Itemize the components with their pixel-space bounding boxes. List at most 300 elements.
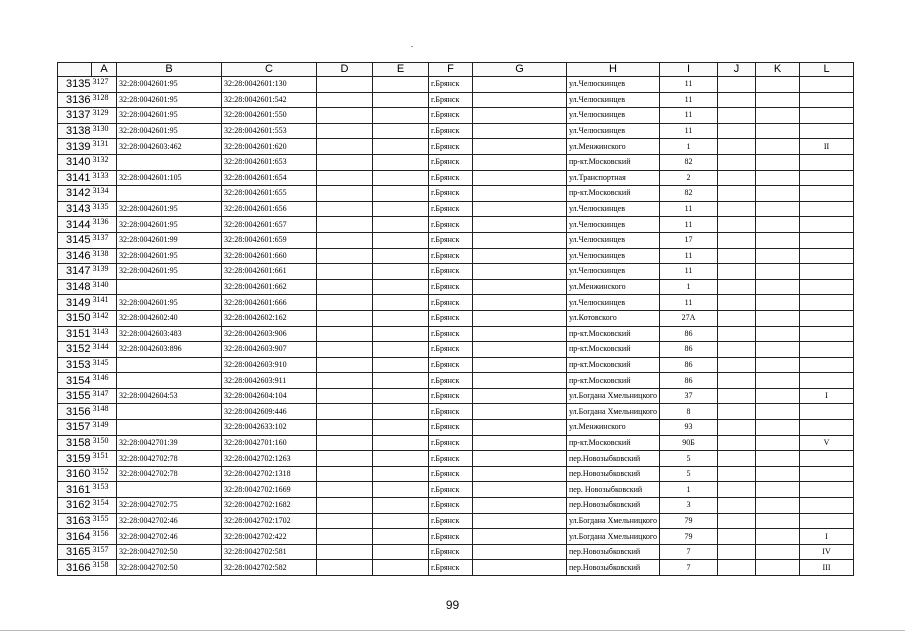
cell-f-city[interactable]: г.Брянск (429, 544, 473, 560)
cell-j[interactable] (718, 435, 756, 451)
row-number[interactable]: 3148 (58, 279, 92, 295)
cell-d[interactable] (317, 560, 373, 576)
column-header-c[interactable]: C (222, 63, 317, 77)
cell-f-city[interactable]: г.Брянск (429, 513, 473, 529)
cell-d[interactable] (317, 264, 373, 280)
row-number[interactable]: 3156 (58, 404, 92, 420)
row-number[interactable]: 3149 (58, 295, 92, 311)
cell-l-unit[interactable] (800, 404, 854, 420)
cell-g[interactable] (473, 92, 567, 108)
cell-e[interactable] (373, 466, 429, 482)
cell-d[interactable] (317, 170, 373, 186)
cell-i-house[interactable]: 11 (660, 108, 718, 124)
cell-f-city[interactable]: г.Брянск (429, 388, 473, 404)
cell-k[interactable] (756, 482, 800, 498)
cell-k[interactable] (756, 232, 800, 248)
cell-e[interactable] (373, 232, 429, 248)
cell-j[interactable] (718, 342, 756, 358)
cell-c-cadastral-number[interactable]: 32:28:0042601:620 (222, 139, 317, 155)
cell-j[interactable] (718, 482, 756, 498)
cell-g[interactable] (473, 513, 567, 529)
row-number[interactable]: 3162 (58, 498, 92, 514)
cell-l-unit[interactable] (800, 108, 854, 124)
cell-l-unit[interactable] (800, 248, 854, 264)
column-header-e[interactable]: E (373, 63, 429, 77)
cell-g[interactable] (473, 451, 567, 467)
cell-d[interactable] (317, 77, 373, 93)
cell-j[interactable] (718, 373, 756, 389)
cell-i-house[interactable]: 11 (660, 217, 718, 233)
cell-j[interactable] (718, 123, 756, 139)
cell-d[interactable] (317, 217, 373, 233)
cell-l-unit[interactable] (800, 217, 854, 233)
cell-h-street[interactable]: ул.Челюскинцев (567, 295, 660, 311)
cell-l-unit[interactable]: IV (800, 544, 854, 560)
cell-f-city[interactable]: г.Брянск (429, 77, 473, 93)
cell-k[interactable] (756, 201, 800, 217)
cell-h-street[interactable]: пр-кт.Московский (567, 154, 660, 170)
cell-d[interactable] (317, 482, 373, 498)
cell-k[interactable] (756, 544, 800, 560)
cell-j[interactable] (718, 139, 756, 155)
cell-e[interactable] (373, 435, 429, 451)
cell-k[interactable] (756, 529, 800, 545)
cell-c-cadastral-number[interactable]: 32:28:0042702:1318 (222, 466, 317, 482)
cell-e[interactable] (373, 92, 429, 108)
row-number[interactable]: 3150 (58, 310, 92, 326)
cell-i-house[interactable]: 7 (660, 560, 718, 576)
cell-e[interactable] (373, 108, 429, 124)
cell-g[interactable] (473, 139, 567, 155)
cell-e[interactable] (373, 154, 429, 170)
cell-f-city[interactable]: г.Брянск (429, 154, 473, 170)
cell-k[interactable] (756, 248, 800, 264)
column-header-j[interactable]: J (718, 63, 756, 77)
cell-l-unit[interactable]: I (800, 529, 854, 545)
cell-l-unit[interactable] (800, 310, 854, 326)
sequence-cell[interactable]: 3134 (92, 186, 117, 202)
sequence-cell[interactable]: 3151 (92, 451, 117, 467)
cell-i-house[interactable]: 11 (660, 264, 718, 280)
cell-j[interactable] (718, 420, 756, 436)
cell-j[interactable] (718, 529, 756, 545)
cell-l-unit[interactable] (800, 295, 854, 311)
sequence-cell[interactable]: 3147 (92, 388, 117, 404)
cell-f-city[interactable]: г.Брянск (429, 232, 473, 248)
cell-b-parent-cadastral[interactable]: 32:28:0042601:105 (117, 170, 222, 186)
cell-f-city[interactable]: г.Брянск (429, 326, 473, 342)
cell-h-street[interactable]: ул.Челюскинцев (567, 264, 660, 280)
cell-g[interactable] (473, 170, 567, 186)
cell-c-cadastral-number[interactable]: 32:28:0042633:102 (222, 420, 317, 436)
cell-g[interactable] (473, 560, 567, 576)
cell-e[interactable] (373, 482, 429, 498)
cell-b-parent-cadastral[interactable]: 32:28:0042702:78 (117, 451, 222, 467)
cell-i-house[interactable]: 86 (660, 373, 718, 389)
row-number[interactable]: 3139 (58, 139, 92, 155)
cell-j[interactable] (718, 513, 756, 529)
cell-h-street[interactable]: пр-кт.Московский (567, 435, 660, 451)
cell-b-parent-cadastral[interactable]: 32:28:0042603:483 (117, 326, 222, 342)
cell-g[interactable] (473, 123, 567, 139)
cell-d[interactable] (317, 248, 373, 264)
cell-k[interactable] (756, 92, 800, 108)
sequence-cell[interactable]: 3146 (92, 373, 117, 389)
cell-l-unit[interactable] (800, 154, 854, 170)
cell-d[interactable] (317, 357, 373, 373)
cell-h-street[interactable]: ул.Челюскинцев (567, 232, 660, 248)
row-number[interactable]: 3137 (58, 108, 92, 124)
cell-f-city[interactable]: г.Брянск (429, 217, 473, 233)
cell-h-street[interactable]: ул.Менжинского (567, 279, 660, 295)
cell-f-city[interactable]: г.Брянск (429, 451, 473, 467)
cell-c-cadastral-number[interactable]: 32:28:0042702:581 (222, 544, 317, 560)
cell-b-parent-cadastral[interactable] (117, 186, 222, 202)
cell-c-cadastral-number[interactable]: 32:28:0042601:659 (222, 232, 317, 248)
cell-h-street[interactable]: ул.Котовского (567, 310, 660, 326)
cell-k[interactable] (756, 373, 800, 389)
cell-i-house[interactable]: 8 (660, 404, 718, 420)
row-number[interactable]: 3140 (58, 154, 92, 170)
cell-e[interactable] (373, 326, 429, 342)
cell-e[interactable] (373, 139, 429, 155)
cell-e[interactable] (373, 248, 429, 264)
cell-j[interactable] (718, 264, 756, 280)
cell-j[interactable] (718, 92, 756, 108)
sequence-cell[interactable]: 3152 (92, 466, 117, 482)
sequence-cell[interactable]: 3127 (92, 77, 117, 93)
sequence-cell[interactable]: 3158 (92, 560, 117, 576)
cell-i-house[interactable]: 79 (660, 513, 718, 529)
cell-c-cadastral-number[interactable]: 32:28:0042601:661 (222, 264, 317, 280)
cell-i-house[interactable]: 11 (660, 295, 718, 311)
cell-j[interactable] (718, 544, 756, 560)
cell-i-house[interactable]: 5 (660, 466, 718, 482)
sequence-cell[interactable]: 3128 (92, 92, 117, 108)
cell-k[interactable] (756, 513, 800, 529)
cell-l-unit[interactable] (800, 513, 854, 529)
cell-g[interactable] (473, 529, 567, 545)
sequence-cell[interactable]: 3136 (92, 217, 117, 233)
cell-b-parent-cadastral[interactable] (117, 154, 222, 170)
cell-f-city[interactable]: г.Брянск (429, 435, 473, 451)
cell-j[interactable] (718, 560, 756, 576)
row-number[interactable]: 3141 (58, 170, 92, 186)
cell-h-street[interactable]: пер.Новозыбковский (567, 466, 660, 482)
cell-l-unit[interactable] (800, 123, 854, 139)
cell-l-unit[interactable] (800, 77, 854, 93)
cell-b-parent-cadastral[interactable]: 32:28:0042601:95 (117, 217, 222, 233)
cell-g[interactable] (473, 435, 567, 451)
cell-e[interactable] (373, 310, 429, 326)
cell-j[interactable] (718, 217, 756, 233)
cell-k[interactable] (756, 154, 800, 170)
column-header-h[interactable]: H (567, 63, 660, 77)
cell-h-street[interactable]: ул.Менжинского (567, 139, 660, 155)
cell-b-parent-cadastral[interactable] (117, 357, 222, 373)
cell-g[interactable] (473, 404, 567, 420)
cell-h-street[interactable]: пер.Новозыбковский (567, 498, 660, 514)
cell-j[interactable] (718, 295, 756, 311)
cell-c-cadastral-number[interactable]: 32:28:0042603:910 (222, 357, 317, 373)
row-number[interactable]: 3138 (58, 123, 92, 139)
cell-e[interactable] (373, 295, 429, 311)
cell-g[interactable] (473, 77, 567, 93)
cell-j[interactable] (718, 498, 756, 514)
cell-i-house[interactable]: 93 (660, 420, 718, 436)
cell-k[interactable] (756, 123, 800, 139)
cell-j[interactable] (718, 201, 756, 217)
cell-b-parent-cadastral[interactable]: 32:28:0042601:95 (117, 123, 222, 139)
cell-l-unit[interactable] (800, 170, 854, 186)
cell-k[interactable] (756, 498, 800, 514)
cell-d[interactable] (317, 326, 373, 342)
cell-b-parent-cadastral[interactable]: 32:28:0042601:95 (117, 108, 222, 124)
cell-c-cadastral-number[interactable]: 32:28:0042601:666 (222, 295, 317, 311)
cell-c-cadastral-number[interactable]: 32:28:0042604:104 (222, 388, 317, 404)
cell-j[interactable] (718, 404, 756, 420)
cell-f-city[interactable]: г.Брянск (429, 201, 473, 217)
cell-b-parent-cadastral[interactable]: 32:28:0042702:50 (117, 544, 222, 560)
cell-b-parent-cadastral[interactable]: 32:28:0042602:40 (117, 310, 222, 326)
cell-k[interactable] (756, 357, 800, 373)
cell-d[interactable] (317, 498, 373, 514)
cell-h-street[interactable]: ул.Транспортная (567, 170, 660, 186)
row-number[interactable]: 3155 (58, 388, 92, 404)
cell-k[interactable] (756, 310, 800, 326)
cell-c-cadastral-number[interactable]: 32:28:0042702:1702 (222, 513, 317, 529)
cell-h-street[interactable]: ул.Челюскинцев (567, 92, 660, 108)
sequence-cell[interactable]: 3142 (92, 310, 117, 326)
cell-e[interactable] (373, 342, 429, 358)
cell-j[interactable] (718, 170, 756, 186)
sequence-cell[interactable]: 3135 (92, 201, 117, 217)
cell-l-unit[interactable] (800, 466, 854, 482)
sequence-cell[interactable]: 3138 (92, 248, 117, 264)
row-number[interactable]: 3158 (58, 435, 92, 451)
cell-f-city[interactable]: г.Брянск (429, 404, 473, 420)
cell-i-house[interactable]: 1 (660, 482, 718, 498)
cell-k[interactable] (756, 186, 800, 202)
cell-f-city[interactable]: г.Брянск (429, 357, 473, 373)
cell-i-house[interactable]: 11 (660, 77, 718, 93)
cell-i-house[interactable]: 90Б (660, 435, 718, 451)
cell-b-parent-cadastral[interactable] (117, 420, 222, 436)
cell-d[interactable] (317, 139, 373, 155)
cell-l-unit[interactable] (800, 232, 854, 248)
cell-l-unit[interactable]: III (800, 560, 854, 576)
row-number[interactable]: 3144 (58, 217, 92, 233)
sequence-cell[interactable]: 3156 (92, 529, 117, 545)
cell-i-house[interactable]: 17 (660, 232, 718, 248)
cell-i-house[interactable]: 11 (660, 92, 718, 108)
cell-i-house[interactable]: 37 (660, 388, 718, 404)
cell-h-street[interactable]: пер. Новозыбковский (567, 482, 660, 498)
cell-k[interactable] (756, 451, 800, 467)
cell-d[interactable] (317, 373, 373, 389)
column-header-a[interactable]: A (92, 63, 117, 77)
cell-f-city[interactable]: г.Брянск (429, 92, 473, 108)
cell-b-parent-cadastral[interactable] (117, 373, 222, 389)
column-header-b[interactable]: B (117, 63, 222, 77)
cell-f-city[interactable]: г.Брянск (429, 466, 473, 482)
cell-i-house[interactable]: 2 (660, 170, 718, 186)
cell-b-parent-cadastral[interactable]: 32:28:0042604:53 (117, 388, 222, 404)
cell-c-cadastral-number[interactable]: 32:28:0042702:1263 (222, 451, 317, 467)
cell-b-parent-cadastral[interactable]: 32:28:0042702:46 (117, 529, 222, 545)
cell-d[interactable] (317, 92, 373, 108)
cell-g[interactable] (473, 544, 567, 560)
cell-g[interactable] (473, 482, 567, 498)
cell-e[interactable] (373, 123, 429, 139)
cell-l-unit[interactable] (800, 186, 854, 202)
cell-g[interactable] (473, 295, 567, 311)
cell-j[interactable] (718, 357, 756, 373)
row-number[interactable]: 3163 (58, 513, 92, 529)
cell-l-unit[interactable] (800, 92, 854, 108)
cell-e[interactable] (373, 560, 429, 576)
sequence-cell[interactable]: 3129 (92, 108, 117, 124)
cell-f-city[interactable]: г.Брянск (429, 560, 473, 576)
row-number[interactable]: 3143 (58, 201, 92, 217)
cell-f-city[interactable]: г.Брянск (429, 279, 473, 295)
cell-c-cadastral-number[interactable]: 32:28:0042601:553 (222, 123, 317, 139)
cell-b-parent-cadastral[interactable]: 32:28:0042601:99 (117, 232, 222, 248)
cell-h-street[interactable]: ул.Челюскинцев (567, 248, 660, 264)
cell-e[interactable] (373, 77, 429, 93)
cell-h-street[interactable]: ул.Челюскинцев (567, 201, 660, 217)
cell-f-city[interactable]: г.Брянск (429, 108, 473, 124)
cell-l-unit[interactable]: I (800, 388, 854, 404)
cell-d[interactable] (317, 404, 373, 420)
cell-g[interactable] (473, 264, 567, 280)
cell-k[interactable] (756, 77, 800, 93)
cell-g[interactable] (473, 373, 567, 389)
cell-k[interactable] (756, 279, 800, 295)
cell-h-street[interactable]: пр-кт.Московский (567, 326, 660, 342)
sequence-cell[interactable]: 3140 (92, 279, 117, 295)
sequence-cell[interactable]: 3145 (92, 357, 117, 373)
cell-b-parent-cadastral[interactable] (117, 279, 222, 295)
cell-c-cadastral-number[interactable]: 32:28:0042603:907 (222, 342, 317, 358)
sequence-cell[interactable]: 3130 (92, 123, 117, 139)
cell-k[interactable] (756, 388, 800, 404)
cell-i-house[interactable]: 11 (660, 123, 718, 139)
cell-l-unit[interactable] (800, 279, 854, 295)
row-number[interactable]: 3159 (58, 451, 92, 467)
cell-c-cadastral-number[interactable]: 32:28:0042601:130 (222, 77, 317, 93)
row-number[interactable]: 3145 (58, 232, 92, 248)
cell-i-house[interactable]: 11 (660, 201, 718, 217)
cell-d[interactable] (317, 342, 373, 358)
cell-e[interactable] (373, 388, 429, 404)
cell-g[interactable] (473, 154, 567, 170)
cell-e[interactable] (373, 451, 429, 467)
cell-g[interactable] (473, 357, 567, 373)
cell-b-parent-cadastral[interactable]: 32:28:0042601:95 (117, 264, 222, 280)
cell-e[interactable] (373, 529, 429, 545)
cell-d[interactable] (317, 279, 373, 295)
cell-k[interactable] (756, 264, 800, 280)
row-number[interactable]: 3147 (58, 264, 92, 280)
cell-k[interactable] (756, 139, 800, 155)
cell-f-city[interactable]: г.Брянск (429, 529, 473, 545)
cell-f-city[interactable]: г.Брянск (429, 123, 473, 139)
row-number[interactable]: 3151 (58, 326, 92, 342)
cell-d[interactable] (317, 123, 373, 139)
cell-k[interactable] (756, 420, 800, 436)
cell-c-cadastral-number[interactable]: 32:28:0042702:1669 (222, 482, 317, 498)
cell-f-city[interactable]: г.Брянск (429, 170, 473, 186)
sequence-cell[interactable]: 3137 (92, 232, 117, 248)
cell-l-unit[interactable] (800, 326, 854, 342)
cell-f-city[interactable]: г.Брянск (429, 482, 473, 498)
cell-i-house[interactable]: 86 (660, 326, 718, 342)
cell-e[interactable] (373, 186, 429, 202)
cell-d[interactable] (317, 451, 373, 467)
cell-b-parent-cadastral[interactable]: 32:28:0042702:50 (117, 560, 222, 576)
cell-c-cadastral-number[interactable]: 32:28:0042602:162 (222, 310, 317, 326)
cell-d[interactable] (317, 310, 373, 326)
cell-h-street[interactable]: ул.Менжинского (567, 420, 660, 436)
cell-c-cadastral-number[interactable]: 32:28:0042601:550 (222, 108, 317, 124)
cell-b-parent-cadastral[interactable]: 32:28:0042701:39 (117, 435, 222, 451)
cell-j[interactable] (718, 232, 756, 248)
cell-f-city[interactable]: г.Брянск (429, 373, 473, 389)
cell-f-city[interactable]: г.Брянск (429, 420, 473, 436)
cell-j[interactable] (718, 326, 756, 342)
cell-d[interactable] (317, 529, 373, 545)
cell-g[interactable] (473, 108, 567, 124)
cell-c-cadastral-number[interactable]: 32:28:0042601:654 (222, 170, 317, 186)
cell-f-city[interactable]: г.Брянск (429, 139, 473, 155)
row-number[interactable]: 3161 (58, 482, 92, 498)
cell-h-street[interactable]: ул.Челюскинцев (567, 123, 660, 139)
cell-f-city[interactable]: г.Брянск (429, 186, 473, 202)
cell-j[interactable] (718, 466, 756, 482)
cell-k[interactable] (756, 170, 800, 186)
cell-h-street[interactable]: ул.Челюскинцев (567, 77, 660, 93)
row-number[interactable]: 3154 (58, 373, 92, 389)
cell-k[interactable] (756, 435, 800, 451)
cell-e[interactable] (373, 357, 429, 373)
cell-e[interactable] (373, 373, 429, 389)
cell-l-unit[interactable] (800, 342, 854, 358)
cell-l-unit[interactable] (800, 373, 854, 389)
cell-g[interactable] (473, 342, 567, 358)
cell-j[interactable] (718, 154, 756, 170)
cell-d[interactable] (317, 513, 373, 529)
cell-b-parent-cadastral[interactable]: 32:28:0042601:95 (117, 295, 222, 311)
cell-j[interactable] (718, 388, 756, 404)
cell-i-house[interactable]: 5 (660, 451, 718, 467)
cell-d[interactable] (317, 420, 373, 436)
cell-b-parent-cadastral[interactable]: 32:28:0042603:896 (117, 342, 222, 358)
cell-k[interactable] (756, 560, 800, 576)
cell-d[interactable] (317, 186, 373, 202)
cell-b-parent-cadastral[interactable] (117, 482, 222, 498)
cell-h-street[interactable]: пер.Новозыбковский (567, 560, 660, 576)
cell-d[interactable] (317, 544, 373, 560)
sequence-cell[interactable]: 3144 (92, 342, 117, 358)
sequence-cell[interactable]: 3133 (92, 170, 117, 186)
cell-l-unit[interactable] (800, 451, 854, 467)
cell-b-parent-cadastral[interactable]: 32:28:0042603:462 (117, 139, 222, 155)
cell-l-unit[interactable] (800, 357, 854, 373)
cell-i-house[interactable]: 3 (660, 498, 718, 514)
row-number[interactable]: 3164 (58, 529, 92, 545)
sequence-cell[interactable]: 3149 (92, 420, 117, 436)
